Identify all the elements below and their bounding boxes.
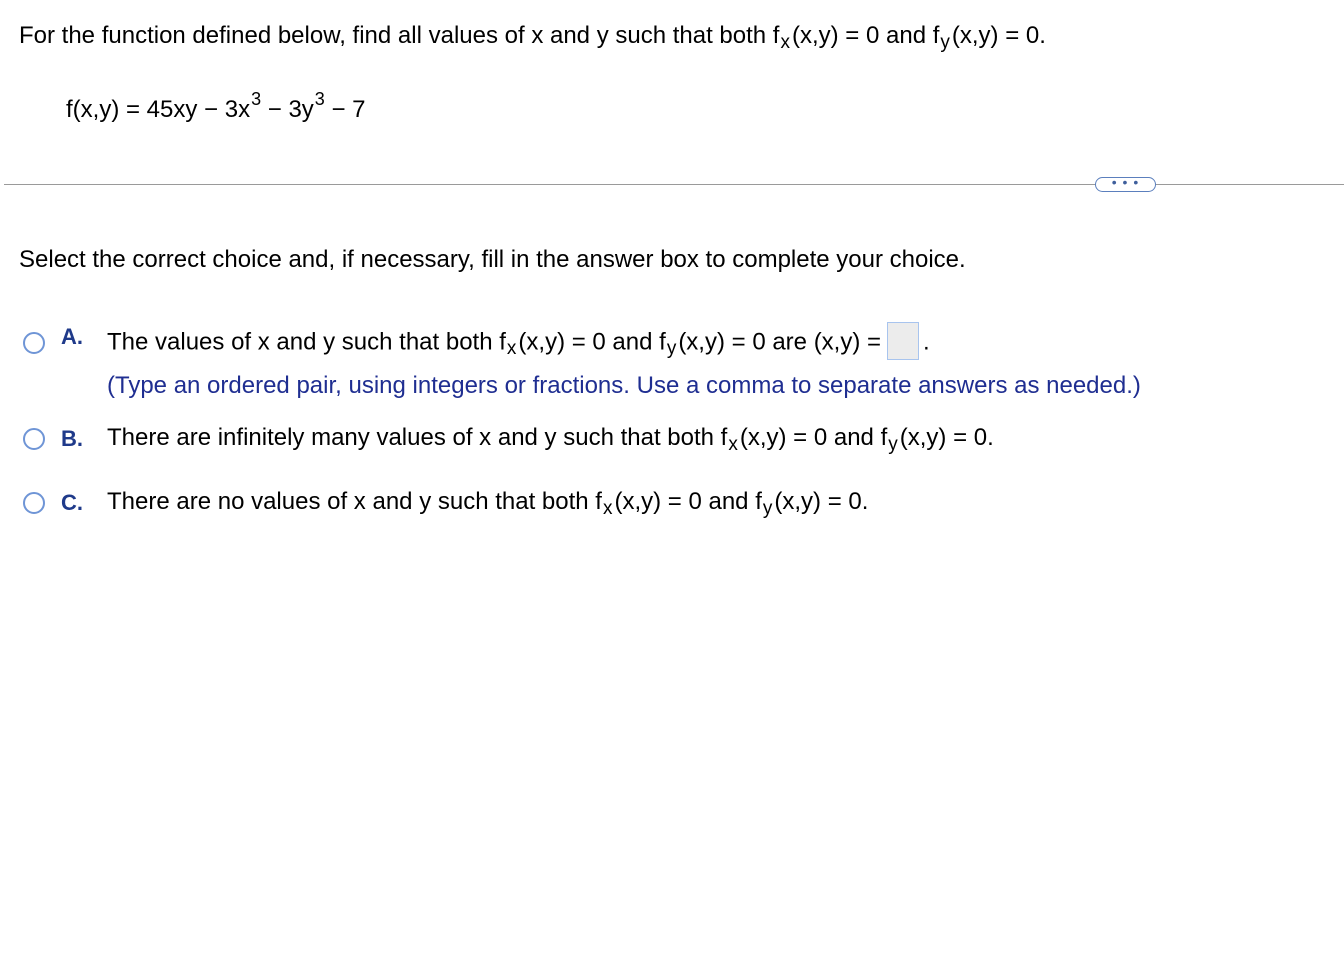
question-text: For the function defined below, find all values of x and y such that both $f_x(x,y) = 0$ and $f_y(x,y) = 0$. (19, 22, 1046, 53)
instruction-text: Select the correct choice and, if necessary, fill in the answer box to complete your choice. (19, 246, 966, 273)
more-options-button[interactable] (1095, 173, 1156, 192)
exponent: 3 (314, 89, 325, 109)
radio-button-c[interactable] (23, 492, 45, 514)
choice-letter-c: C. (61, 490, 83, 515)
choice-letter-a: A. (61, 324, 83, 349)
choice-b[interactable] (23, 421, 994, 457)
choice-text-c: There are no values of x and y such that both $f_x(x,y) = 0$ and $f_y(x,y) = 0$. (107, 488, 869, 519)
subscript-x: x (728, 434, 738, 455)
exponent: 3 (251, 89, 262, 109)
ellipsis-icon: • • • (1111, 173, 1140, 190)
subscript-y: y (888, 434, 898, 455)
subscript-x: x (602, 498, 613, 519)
function-definition: $f(x,y) = 45xy - 3x^3 - 3y^3 - 7$ (66, 89, 366, 123)
radio-button-a[interactable] (23, 332, 45, 354)
radio-button-b[interactable] (23, 428, 45, 450)
subscript-y: y (762, 498, 773, 519)
subscript-x: x (780, 32, 790, 53)
subscript-y: y (940, 32, 950, 53)
choice-letter-b: B. (61, 426, 83, 451)
choice-text-b: There are infinitely many values of x and y such that both $f_x(x,y) = 0$ and $f_y(x,y) = 0$. (107, 424, 994, 455)
subscript-y: y (666, 338, 677, 360)
subscript-x: x (506, 338, 517, 360)
answer-input-box[interactable] (887, 322, 919, 360)
answer-format-hint: (Type an ordered pair, using integers or fractions. Use a comma to separate answers as needed.) (107, 372, 1141, 399)
choice-text-a: The values of x and y such that both $f_x(x,y) = 0$ and $f_y(x,y) = 0$ are (x,y) = . (107, 324, 930, 362)
choice-c[interactable] (23, 485, 868, 521)
choice-a[interactable] (23, 325, 930, 361)
